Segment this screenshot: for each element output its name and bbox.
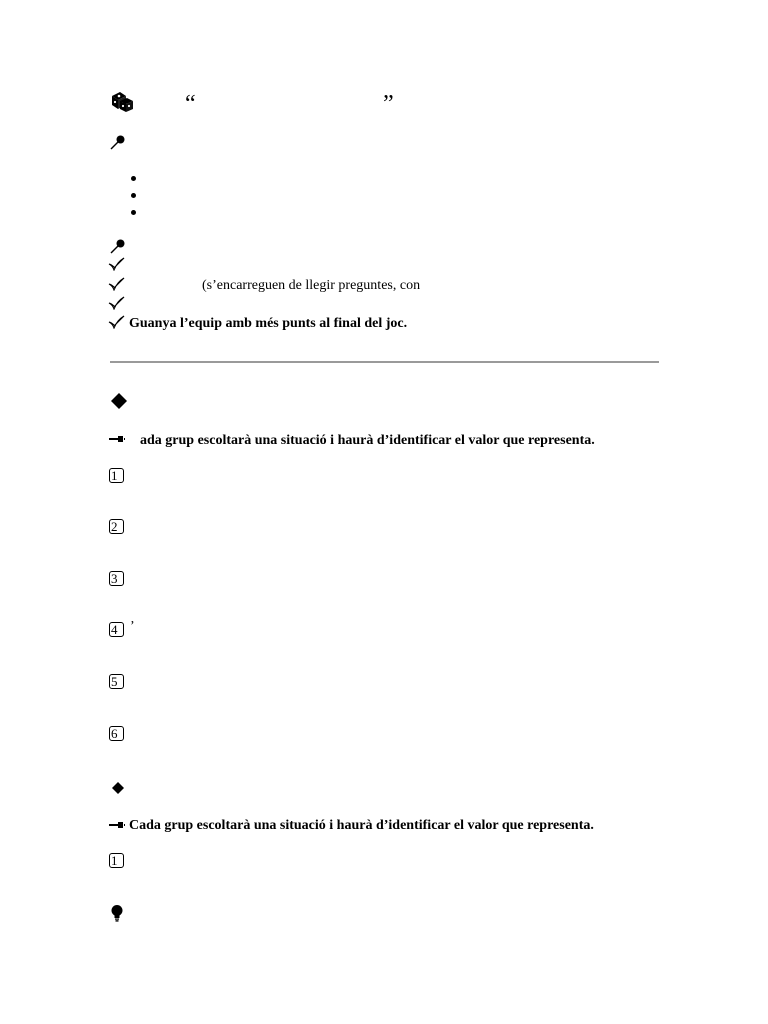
check-icon [108, 277, 125, 291]
item-number-box: 4 [109, 622, 124, 637]
list-bullet [131, 193, 136, 198]
pushpin-icon [110, 134, 126, 150]
host-note-text: (s’encarreguen de llegir preguntes, con [202, 278, 421, 293]
section1-instruction: ada grup escoltarà una situació i haurà d’identificar el valor que representa. [140, 433, 595, 448]
winner-rule-text: Guanya l’equip amb més punts al final del joc. [129, 316, 408, 331]
list-bullet [131, 176, 136, 181]
open-quote: “ [185, 91, 196, 117]
key-icon [109, 821, 125, 829]
check-icon [108, 296, 125, 310]
item-number-box: 6 [109, 726, 124, 741]
check-icon [108, 257, 125, 271]
list-bullet [131, 210, 136, 215]
item4-mark: ’ [130, 619, 135, 634]
section-divider [110, 361, 659, 363]
item-number-box: 3 [109, 571, 124, 586]
close-quote: ” [383, 91, 394, 117]
item-number-box: 2 [109, 519, 124, 534]
check-icon [108, 315, 125, 329]
pushpin-icon [110, 238, 126, 254]
item-number-box: 1 [109, 468, 124, 483]
diamond-icon [111, 393, 127, 409]
key-icon [109, 435, 125, 443]
item-number-box: 1 [109, 853, 124, 868]
section2-instruction: Cada grup escoltarà una situació i haurà d’identificar el valor que representa. [129, 818, 594, 833]
diamond-icon [112, 782, 124, 794]
dice-icon [110, 90, 134, 112]
item-number-box: 5 [109, 674, 124, 689]
bulb-icon [111, 905, 123, 922]
